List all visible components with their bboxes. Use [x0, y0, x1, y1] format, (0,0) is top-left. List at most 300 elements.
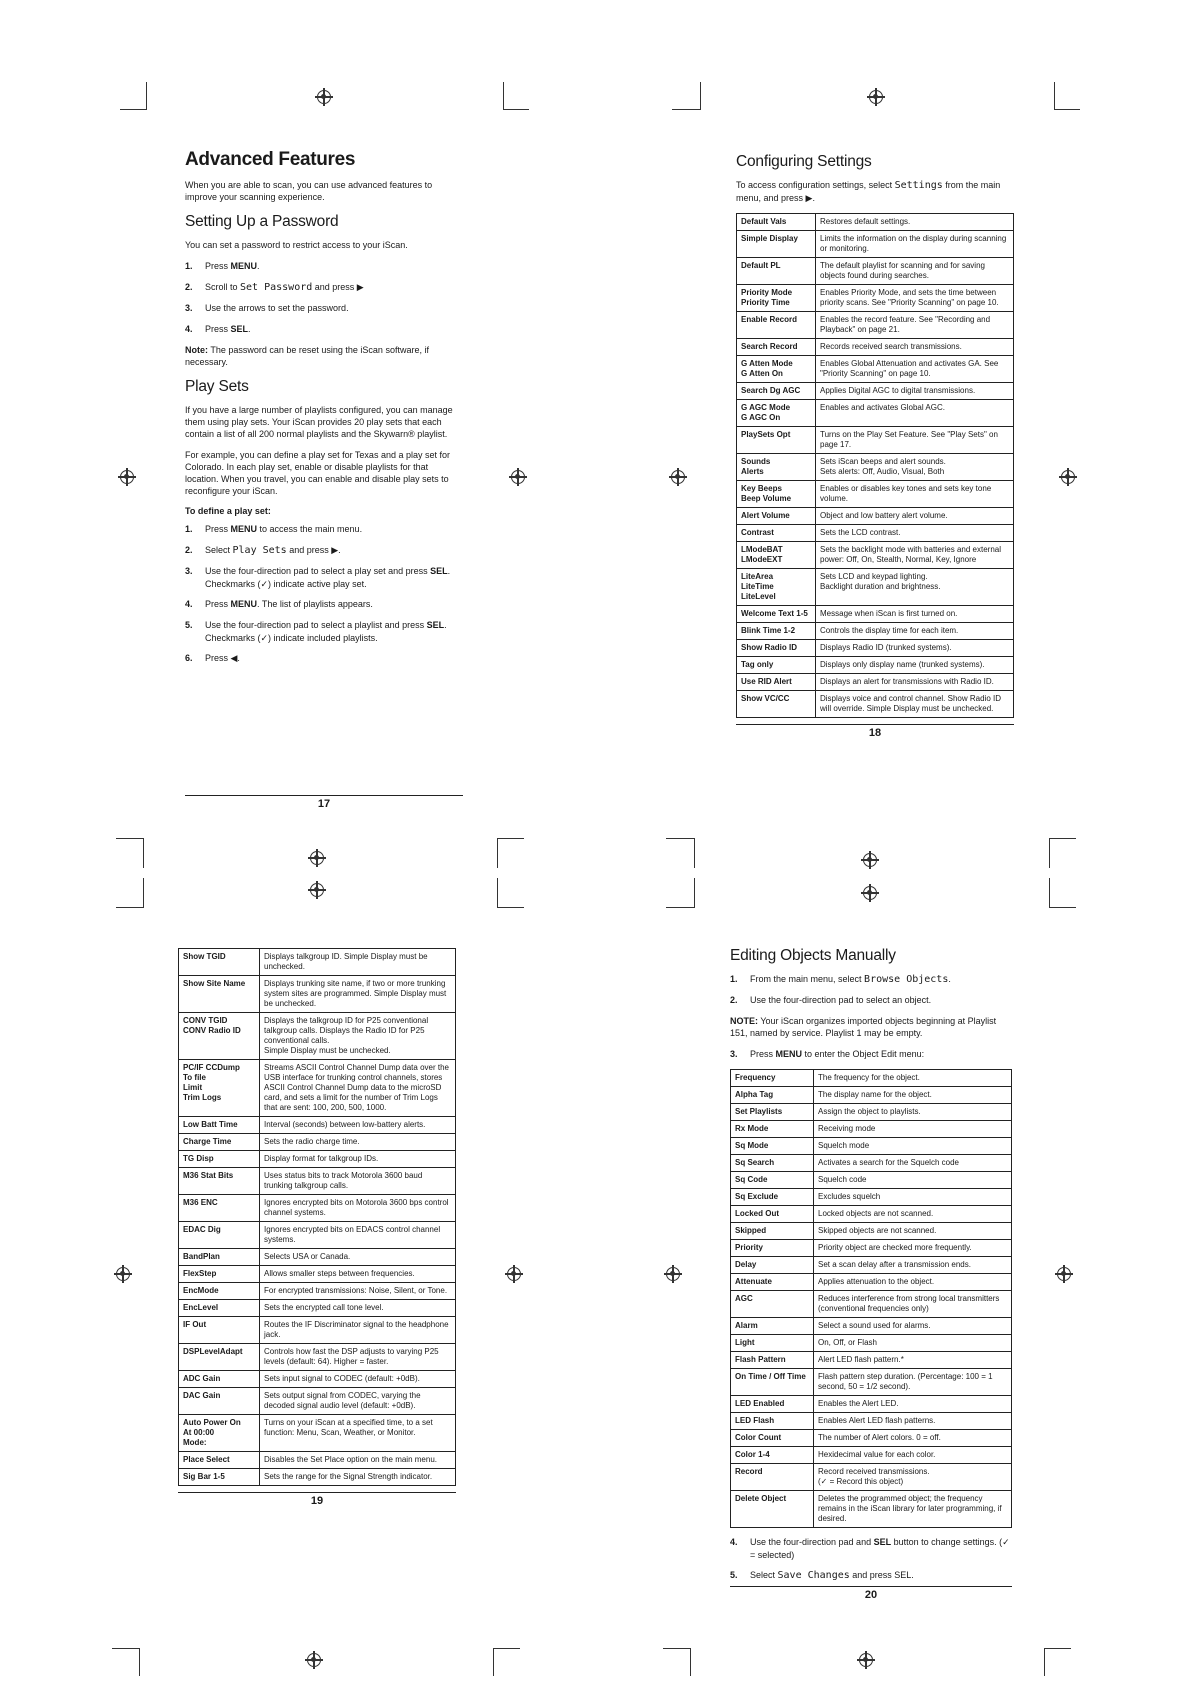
setting-description: Displays an alert for transmissions with Radio ID.: [816, 674, 1014, 691]
step-number: 3.: [185, 303, 193, 313]
table-row: [737, 214, 1014, 231]
setting-name: M36 Stat Bits: [179, 1168, 260, 1195]
step-text: to access the main menu.: [257, 524, 363, 534]
crop-mark: [497, 838, 524, 839]
settings-table-continued: [178, 948, 456, 1486]
setting-name: M36 ENC: [179, 1195, 260, 1222]
table-row: [731, 1257, 1012, 1274]
setting-description: Displays trunking site name, if two or more trunking system sites are programmed. Simple Display must be unchecked.: [260, 976, 456, 1013]
setting-description: Displays only display name (trunked systems).: [816, 657, 1014, 674]
crop-mark: [120, 109, 146, 110]
setting-name: Show TGID: [179, 949, 260, 976]
table-row: [179, 1415, 456, 1452]
list-item: [730, 1536, 1012, 1561]
step-number: 3.: [730, 1049, 738, 1059]
table-row: [179, 976, 456, 1013]
step-number: 5.: [730, 1570, 738, 1580]
setting-name: Sig Bar 1-5: [179, 1469, 260, 1486]
table-row: [179, 1388, 456, 1415]
setting-name: Place Select: [179, 1452, 260, 1469]
crop-mark: [690, 1648, 691, 1676]
setting-name: Color 1-4: [731, 1447, 814, 1464]
crop-mark: [672, 109, 700, 110]
crop-mark: [503, 109, 529, 110]
setting-name: Delete Object: [731, 1491, 814, 1528]
setting-description: On, Off, or Flash: [814, 1335, 1012, 1352]
setting-name: Sq Mode: [731, 1138, 814, 1155]
crop-mark: [493, 1648, 494, 1676]
setting-name: CONV TGID CONV Radio ID: [179, 1013, 260, 1060]
setting-name: EDAC Dig: [179, 1222, 260, 1249]
list-item: [185, 523, 463, 536]
setting-name: Record: [731, 1464, 814, 1491]
setting-description: Displays Radio ID (trunked systems).: [816, 640, 1014, 657]
setting-description: Flash pattern step duration. (Percentage: 100 = 1 second, 50 = 1/2 second).: [814, 1369, 1012, 1396]
step-text: Browse Objects: [864, 974, 949, 985]
list-item: [185, 619, 463, 644]
setting-name: Charge Time: [179, 1134, 260, 1151]
table-row: [179, 1452, 456, 1469]
setting-description: Priority object are checked more frequently.: [814, 1240, 1012, 1257]
table-row: [731, 1318, 1012, 1335]
settings-table: [736, 213, 1014, 718]
object-edit-table: [730, 1069, 1012, 1528]
step-text: and press ▶.: [286, 545, 341, 555]
object-note: NOTE: Your iScan organizes imported objects beginning at Playlist 151, named by service. Playlist 1 may be empty.: [730, 1016, 997, 1038]
table-row: [179, 1060, 456, 1117]
table-row: [731, 1087, 1012, 1104]
setting-description: Locked objects are not scanned.: [814, 1206, 1012, 1223]
setting-description: Limits the information on the display during scanning or monitoring.: [816, 231, 1014, 258]
setting-name: Priority Mode Priority Time: [737, 285, 816, 312]
table-row: [731, 1155, 1012, 1172]
setting-description: The display name for the object.: [814, 1087, 1012, 1104]
step-text: . Checkmarks (✓) indicate included playlists.: [205, 620, 447, 643]
step-text: From the main menu, select: [750, 974, 865, 984]
setting-name: AGC: [731, 1291, 814, 1318]
step-text: Select: [750, 1570, 778, 1580]
setting-name: PlaySets Opt: [737, 427, 816, 454]
table-row: [737, 674, 1014, 691]
setting-description: Sets the range for the Signal Strength indicator.: [260, 1469, 456, 1486]
section-heading-password: Setting Up a Password: [185, 213, 339, 230]
table-row: [737, 508, 1014, 525]
table-row: [731, 1274, 1012, 1291]
setting-description: Sets LCD and keypad lighting. Backlight duration and brightness.: [816, 569, 1014, 606]
step-number: 4.: [185, 324, 193, 334]
setting-name: Show Site Name: [179, 976, 260, 1013]
table-row: [737, 285, 1014, 312]
setting-name: Default PL: [737, 258, 816, 285]
setting-description: The number of Alert colors. 0 = off.: [814, 1430, 1012, 1447]
setting-description: Selects USA or Canada.: [260, 1249, 456, 1266]
setting-name: Enable Record: [737, 312, 816, 339]
table-row: [179, 1013, 456, 1060]
table-row: [179, 1117, 456, 1134]
setting-description: Receiving mode: [814, 1121, 1012, 1138]
step-number: 3.: [185, 566, 193, 576]
setting-description: Sets output signal from CODEC, varying the decoded signal audio level (default: +0dB).: [260, 1388, 456, 1415]
step-number: 1.: [730, 974, 738, 984]
table-row: [731, 1104, 1012, 1121]
page-heading: Editing Objects Manually: [730, 947, 896, 964]
object-step-3: [730, 1048, 1012, 1061]
setting-name: Search Dg AGC: [737, 383, 816, 400]
step-text: SEL: [873, 1537, 892, 1547]
table-row: [731, 1491, 1012, 1528]
crop-mark: [143, 878, 144, 908]
setting-description: Select a sound used for alarms.: [814, 1318, 1012, 1335]
step-text: .: [948, 974, 951, 984]
table-row: [737, 691, 1014, 718]
setting-name: G AGC Mode G AGC On: [737, 400, 816, 427]
setting-name: Priority: [731, 1240, 814, 1257]
step-text: MENU: [775, 1049, 803, 1059]
setting-description: Turns on the Play Set Feature. See "Play Sets" on page 17.: [816, 427, 1014, 454]
crop-mark: [503, 82, 504, 110]
step-number: 2.: [730, 995, 738, 1005]
setting-description: Enables the Alert LED.: [814, 1396, 1012, 1413]
setting-name: Locked Out: [731, 1206, 814, 1223]
setting-name: Sq Code: [731, 1172, 814, 1189]
table-row: [731, 1291, 1012, 1318]
setting-description: The default playlist for scanning and for saving objects found during searches.: [816, 258, 1014, 285]
list-item: [185, 652, 463, 665]
setting-description: Turns on your iScan at a specified time, to a set function: Menu, Scan, Weather, or Monitor.: [260, 1415, 456, 1452]
page-18: [736, 145, 1014, 739]
step-text: Use the four-direction pad to select a play set and press: [205, 566, 431, 576]
step-text: MENU: [230, 261, 258, 271]
list-item: [730, 994, 1012, 1007]
crop-mark: [700, 82, 701, 110]
setting-description: Sets the LCD contrast.: [816, 525, 1014, 542]
page-20: [730, 937, 1012, 1601]
setting-description: Controls how fast the DSP adjusts to varying P25 levels (default: 64). Higher = faster.: [260, 1344, 456, 1371]
list-item: [185, 598, 463, 611]
table-row: [731, 1189, 1012, 1206]
crop-mark: [497, 838, 498, 868]
setting-name: Default Vals: [737, 214, 816, 231]
setting-description: Enables Priority Mode, and sets the time between priority scans. See "Priority Scanning" on page 10.: [816, 285, 1014, 312]
setting-name: Flash Pattern: [731, 1352, 814, 1369]
setting-name: Alarm: [731, 1318, 814, 1335]
list-item: [185, 260, 463, 273]
page-heading: Configuring Settings: [736, 153, 872, 170]
setting-description: Assign the object to playlists.: [814, 1104, 1012, 1121]
play-sets-paragraph: For example, you can define a play set for Texas and a play set for Colorado. In each play set, enable or disable playlists for that location. When you travel, you can enable and disable play sets to reconfigure your iScan.: [185, 450, 450, 496]
table-row: [731, 1121, 1012, 1138]
step-text: Press: [750, 1049, 776, 1059]
setting-description: Disables the Set Place option on the main menu.: [260, 1452, 456, 1469]
step-number: 4.: [730, 1537, 738, 1547]
step-text: and press SEL.: [849, 1570, 914, 1580]
step-text: . The list of playlists appears.: [257, 599, 373, 609]
setting-description: Sets input signal to CODEC (default: +0dB).: [260, 1371, 456, 1388]
setting-description: Squelch code: [814, 1172, 1012, 1189]
setting-description: For encrypted transmissions: Noise, Silent, or Tone.: [260, 1283, 456, 1300]
section-heading-play-sets: Play Sets: [185, 378, 249, 395]
setting-description: Excludes squelch: [814, 1189, 1012, 1206]
setting-name: EncMode: [179, 1283, 260, 1300]
step-text: Save Changes: [777, 1570, 850, 1581]
table-row: [737, 258, 1014, 285]
setting-description: Sets the backlight mode with batteries and external power: Off, On, Stealth, Normal, Key, Ignore: [816, 542, 1014, 569]
crop-mark: [497, 907, 524, 908]
step-text: Press: [205, 261, 231, 271]
table-row: [737, 525, 1014, 542]
table-row: [731, 1240, 1012, 1257]
step-text: Press: [205, 324, 231, 334]
step-text: Press: [205, 599, 231, 609]
page-number: 19: [178, 1492, 456, 1507]
step-text: Scroll to: [205, 282, 241, 292]
setting-name: Sounds Alerts: [737, 454, 816, 481]
setting-name: Search Record: [737, 339, 816, 356]
list-item: [185, 565, 463, 590]
password-intro: You can set a password to restrict access to your iScan.: [185, 240, 408, 250]
setting-name: Low Batt Time: [179, 1117, 260, 1134]
registration-mark-icon: [666, 1267, 680, 1281]
setting-name: Tag only: [737, 657, 816, 674]
step-text: . Checkmarks (✓) indicate active play set.: [205, 566, 451, 589]
step-text: and press ▶: [312, 282, 364, 292]
page-number: 17: [185, 795, 463, 810]
setting-name: Sq Exclude: [731, 1189, 814, 1206]
table-row: [737, 569, 1014, 606]
setting-name: Set Playlists: [731, 1104, 814, 1121]
step-text: Use the four-direction pad to select a playlist and press: [205, 620, 427, 630]
table-row: [179, 1134, 456, 1151]
step-number: 1.: [185, 524, 193, 534]
setting-description: Routes the IF Discriminator signal to the headphone jack.: [260, 1317, 456, 1344]
setting-name: Light: [731, 1335, 814, 1352]
setting-name: G Atten Mode G Atten On: [737, 356, 816, 383]
table-row: [731, 1172, 1012, 1189]
list-item: [730, 1048, 1012, 1061]
table-row: [737, 383, 1014, 400]
step-text: MENU: [230, 599, 258, 609]
setting-description: Display format for talkgroup IDs.: [260, 1151, 456, 1168]
crop-mark: [666, 907, 694, 908]
setting-name: Welcome Text 1-5: [737, 606, 816, 623]
setting-description: Alert LED flash pattern.*: [814, 1352, 1012, 1369]
crop-mark: [694, 878, 695, 908]
crop-mark: [116, 838, 143, 839]
setting-description: Displays talkgroup ID. Simple Display must be unchecked.: [260, 949, 456, 976]
list-item: [185, 544, 463, 557]
table-row: [737, 339, 1014, 356]
table-row: [179, 1168, 456, 1195]
table-row: [737, 623, 1014, 640]
table-row: [179, 1266, 456, 1283]
play-sets-subheading: To define a play set:: [185, 506, 271, 516]
intro-text: When you are able to scan, you can use advanced features to improve your scanning experience.: [185, 180, 433, 202]
registration-mark-icon: [863, 853, 877, 867]
crop-mark: [1049, 878, 1050, 908]
crop-mark: [694, 838, 695, 868]
setting-description: Sets iScan beeps and alert sounds. Sets alerts: Off, Audio, Visual, Both: [816, 454, 1014, 481]
crop-mark: [493, 1648, 520, 1649]
step-text: Use the four-direction pad to select an object.: [750, 995, 932, 1005]
list-item: [185, 302, 463, 315]
table-row: [737, 356, 1014, 383]
setting-description: Deletes the programmed object; the frequency remains in the iScan library for later programming, if desired.: [814, 1491, 1012, 1528]
step-text: Select: [205, 545, 233, 555]
setting-description: Enables the record feature. See "Recording and Playback" on page 21.: [816, 312, 1014, 339]
setting-name: Show Radio ID: [737, 640, 816, 657]
step-text: Play Sets: [232, 545, 287, 556]
setting-name: FlexStep: [179, 1266, 260, 1283]
setting-description: Displays the talkgroup ID for P25 conventional talkgroup calls. Displays the Radio ID for P25 conventional calls. Simple Display must be unchecked.: [260, 1013, 456, 1060]
table-row: [731, 1352, 1012, 1369]
setting-description: Uses status bits to track Motorola 3600 baud trunking talkgroup calls.: [260, 1168, 456, 1195]
setting-description: Restores default settings.: [816, 214, 1014, 231]
object-final-steps: [730, 1536, 1012, 1582]
step-text: SEL: [430, 566, 448, 576]
crop-mark: [1054, 109, 1080, 110]
table-row: [731, 1138, 1012, 1155]
setting-name: Use RID Alert: [737, 674, 816, 691]
setting-name: Key Beeps Beep Volume: [737, 481, 816, 508]
page-19: [178, 948, 456, 1507]
setting-description: Ignores encrypted bits on EDACS control channel systems.: [260, 1222, 456, 1249]
setting-description: Enables Global Attenuation and activates GA. See "Priority Scanning" on page 10.: [816, 356, 1014, 383]
setting-description: Set a scan delay after a transmission ends.: [814, 1257, 1012, 1274]
table-row: [731, 1413, 1012, 1430]
list-item: [730, 973, 1012, 986]
registration-mark-icon: [307, 1653, 321, 1667]
step-text: to enter the Object Edit menu:: [802, 1049, 925, 1059]
table-row: [737, 481, 1014, 508]
crop-mark: [143, 838, 144, 868]
setting-name: DSPLevelAdapt: [179, 1344, 260, 1371]
page-number: 20: [730, 1586, 1012, 1601]
table-row: [731, 1430, 1012, 1447]
crop-mark: [1049, 838, 1076, 839]
setting-description: Record received transmissions. (✓ = Record this object): [814, 1464, 1012, 1491]
crop-mark: [1044, 1648, 1071, 1649]
table-row: [731, 1206, 1012, 1223]
table-row: [179, 1300, 456, 1317]
setting-name: Alert Volume: [737, 508, 816, 525]
setting-name: Sq Search: [731, 1155, 814, 1172]
setting-description: Skipped objects are not scanned.: [814, 1223, 1012, 1240]
crop-mark: [1049, 907, 1076, 908]
step-text: Set Password: [240, 282, 313, 293]
setting-name: BandPlan: [179, 1249, 260, 1266]
crop-mark: [1054, 82, 1055, 110]
crop-mark: [666, 838, 694, 839]
step-text: button to change settings. (✓ = selected): [750, 1537, 1010, 1560]
setting-description: Ignores encrypted bits on Motorola 3600 bps control channel systems.: [260, 1195, 456, 1222]
table-row: [731, 1464, 1012, 1491]
setting-name: Simple Display: [737, 231, 816, 258]
settings-intro: To access configuration settings, select Settings from the main menu, and press ▶.: [736, 180, 1001, 203]
setting-description: Sets the radio charge time.: [260, 1134, 456, 1151]
step-number: 2.: [185, 545, 193, 555]
registration-mark-icon: [1061, 470, 1075, 484]
setting-description: Interval (seconds) between low-battery alerts.: [260, 1117, 456, 1134]
setting-description: Hexidecimal value for each color.: [814, 1447, 1012, 1464]
table-row: [179, 1151, 456, 1168]
table-row: [179, 1469, 456, 1486]
setting-description: Records received search transmissions.: [816, 339, 1014, 356]
step-number: 6.: [185, 653, 193, 663]
play-sets-steps: [185, 523, 463, 665]
page-number: 18: [736, 724, 1014, 739]
step-number: 5.: [185, 620, 193, 630]
setting-description: Allows smaller steps between frequencies.: [260, 1266, 456, 1283]
crop-mark: [1049, 838, 1050, 868]
setting-name: LiteArea LiteTime LiteLevel: [737, 569, 816, 606]
setting-name: Attenuate: [731, 1274, 814, 1291]
crop-mark: [112, 1648, 139, 1649]
setting-name: IF Out: [179, 1317, 260, 1344]
list-item: [185, 323, 463, 336]
table-row: [731, 1396, 1012, 1413]
table-row: [737, 454, 1014, 481]
setting-name: PC/IF CCDump To file Limit Trim Logs: [179, 1060, 260, 1117]
setting-name: Frequency: [731, 1070, 814, 1087]
table-row: [179, 1195, 456, 1222]
setting-description: Displays voice and control channel. Show Radio ID will override. Simple Display must be unchecked.: [816, 691, 1014, 718]
table-row: [737, 231, 1014, 258]
setting-description: Reduces interference from strong local transmitters (conventional frequencies only): [814, 1291, 1012, 1318]
step-text: .: [248, 324, 251, 334]
setting-description: Enables or disables key tones and sets key tone volume.: [816, 481, 1014, 508]
password-steps: [185, 260, 463, 336]
table-row: [737, 427, 1014, 454]
list-item: [185, 281, 463, 294]
setting-description: Sets the encrypted call tone level.: [260, 1300, 456, 1317]
setting-description: Activates a search for the Squelch code: [814, 1155, 1012, 1172]
table-row: [179, 1222, 456, 1249]
setting-description: Squelch mode: [814, 1138, 1012, 1155]
registration-mark-icon: [511, 470, 525, 484]
registration-mark-icon: [507, 1267, 521, 1281]
table-row: [731, 1447, 1012, 1464]
table-row: [737, 657, 1014, 674]
page-title: Advanced Features: [185, 149, 356, 170]
setting-name: Contrast: [737, 525, 816, 542]
setting-description: Object and low battery alert volume.: [816, 508, 1014, 525]
setting-description: Message when iScan is first turned on.: [816, 606, 1014, 623]
setting-description: The frequency for the object.: [814, 1070, 1012, 1087]
step-number: 2.: [185, 282, 193, 292]
registration-mark-icon: [1057, 1267, 1071, 1281]
table-row: [731, 1223, 1012, 1240]
setting-name: DAC Gain: [179, 1388, 260, 1415]
setting-name: ADC Gain: [179, 1371, 260, 1388]
step-text: Use the four-direction pad and: [750, 1537, 874, 1547]
setting-description: Applies Digital AGC to digital transmissions.: [816, 383, 1014, 400]
registration-mark-icon: [859, 1653, 873, 1667]
table-row: [731, 1070, 1012, 1087]
setting-name: Skipped: [731, 1223, 814, 1240]
setting-name: EncLevel: [179, 1300, 260, 1317]
list-item: [730, 1569, 1012, 1582]
step-text: Press: [205, 524, 231, 534]
registration-mark-icon: [863, 886, 877, 900]
step-text: Press ◀.: [205, 653, 240, 663]
table-row: [179, 1344, 456, 1371]
setting-description: Enables and activates Global AGC.: [816, 400, 1014, 427]
registration-mark-icon: [671, 470, 685, 484]
crop-mark: [116, 907, 143, 908]
step-text: MENU: [230, 524, 258, 534]
step-number: 4.: [185, 599, 193, 609]
play-sets-paragraph: If you have a large number of playlists configured, you can manage them using play sets. Your iScan provides 20 play sets that each contain a list of all 200 normal playlists and the Skywarn® playlist.: [185, 405, 453, 439]
